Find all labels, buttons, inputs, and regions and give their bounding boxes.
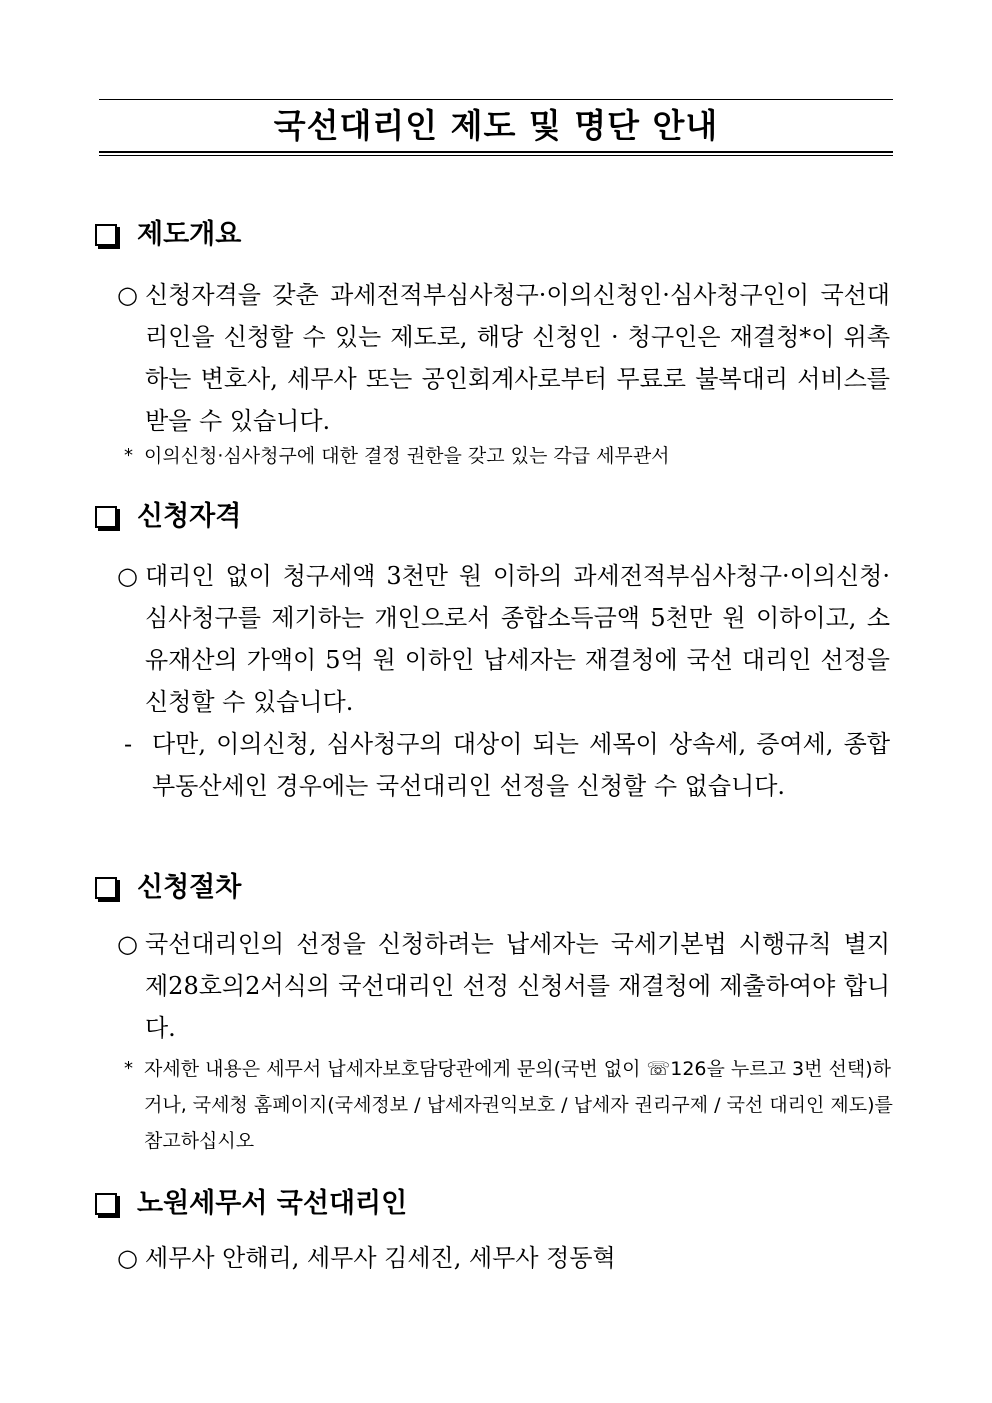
section-heading-label: 신청자격 (137, 501, 242, 532)
title-rule-bottom (99, 151, 893, 153)
procedure-footnote (124, 1051, 896, 1159)
title-rule-bottom-thin (99, 155, 893, 156)
asterisk-icon: * (124, 1058, 133, 1079)
eligibility-exception-text: 다만, 이의신청, 심사청구의 대상이 되는 세목이 상속세, 증여세, 종합부동산세인 경우에는 국선대리인 선정을 신청할 수 없습니다. (152, 730, 890, 800)
procedure-footnote-text: 자세한 내용은 세무서 납세자보호담당관에게 문의(국번 없이 ☏126을 누르고 3번 선택)하거나, 국세청 홈페이지(국세정보 / 납세자권익보호 / 납세자 권리구제 / 국선 대리인 제도)를 참고하십시오 (144, 1058, 893, 1152)
checkbox-square-icon (95, 224, 117, 246)
circle-bullet-icon: ○ (117, 1244, 138, 1272)
checkbox-square-icon (95, 1193, 117, 1215)
overview-bullet (117, 274, 890, 442)
section-heading-label: 노원세무서 국선대리인 (137, 1188, 408, 1219)
circle-bullet-icon: ○ (117, 562, 138, 590)
procedure-bullet (117, 923, 890, 1049)
procedure-text: 국선대리인의 선정을 신청하려는 납세자는 국세기본법 시행규칙 별지 제28호의2서식의 국선대리인 선정 신청서를 재결청에 제출하여야 합니다. (145, 930, 890, 1042)
overview-footnote-text: 이의신청·심사청구에 대한 결정 권한을 갖고 있는 각급 세무관서 (144, 445, 670, 467)
page-title: 국선대리인 제도 및 명단 안내 (273, 106, 719, 145)
nowon-agents-text: 세무사 안해리, 세무사 김세진, 세무사 정동혁 (145, 1244, 616, 1272)
overview-text: 신청자격을 갖춘 과세전적부심사청구·이의신청인·심사청구인이 국선대리인을 신청할 수 있는 제도로, 해당 신청인 · 청구인은 재결청*이 위촉하는 변호사, 세무사 또는 공인회계사로부터 무료로 불복대리 서비스를 받을 수 있습니다. (145, 281, 890, 435)
section-heading-label: 신청절차 (137, 872, 242, 903)
asterisk-icon: * (124, 445, 133, 466)
overview-footnote (124, 438, 894, 474)
circle-bullet-icon: ○ (117, 281, 138, 309)
eligibility-text: 대리인 없이 청구세액 3천만 원 이하의 과세전적부심사청구·이의신청·심사청구를 제기하는 개인으로서 종합소득금액 5천만 원 이하이고, 소유재산의 가액이 5억 원 이하인 납세자는 재결청에 국선 대리인 선정을 신청할 수 있습니다. (145, 562, 890, 716)
section-heading-nowon-agents (93, 1187, 407, 1221)
section-heading-overview (93, 218, 241, 252)
section-heading-eligibility (93, 500, 241, 534)
section-heading-label: 제도개요 (137, 219, 242, 250)
checkbox-square-icon (95, 506, 117, 528)
nowon-agents-bullet (117, 1237, 890, 1279)
checkbox-square-icon (95, 877, 117, 899)
dash-icon: - (124, 730, 133, 758)
section-heading-procedure (93, 871, 241, 905)
title-rule-top (99, 99, 893, 100)
circle-bullet-icon: ○ (117, 930, 138, 958)
eligibility-exception (124, 723, 890, 807)
eligibility-bullet (117, 555, 890, 723)
